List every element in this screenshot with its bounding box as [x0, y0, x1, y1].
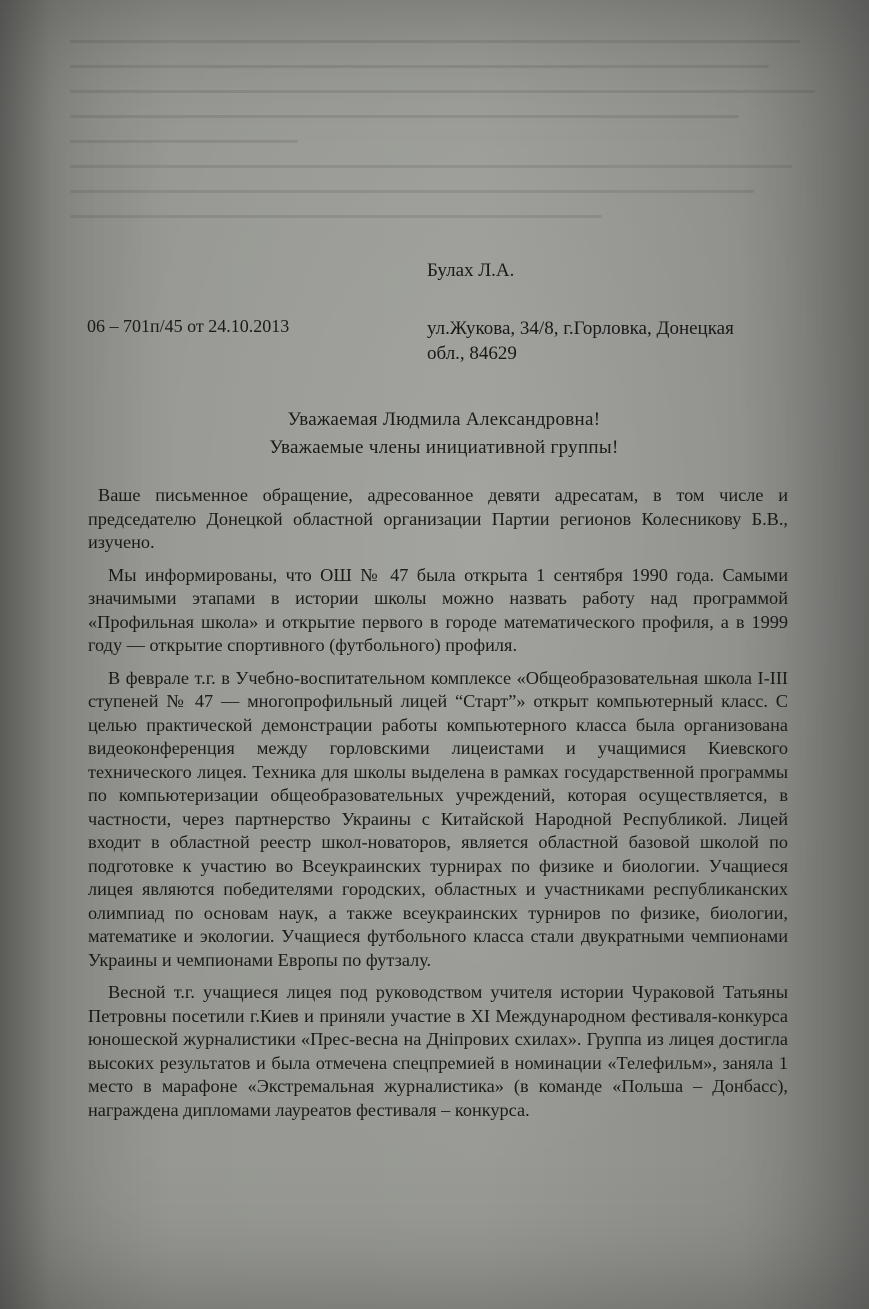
salutation-line-1: Уважаемая Людмила Александровна! — [287, 409, 601, 430]
address-line-1: ул.Жукова, 34/8, г.Горловка, Донецкая — [427, 318, 734, 339]
address-line-2: обл., 84629 — [427, 343, 517, 364]
salutation-line-2: Уважаемые члены инициативной группы! — [269, 437, 619, 458]
recipient-address — [427, 316, 807, 366]
paragraph-2: Мы информированы, что ОШ № 47 была открыта 1 сентября 1990 года. Самыми значимыми этапами в истории школы можно назвать работу над программой «Профильная школа» и открытие первого в городе математического профиля, а в 1999 году — открытие спортивного (футбольного) профиля. — [88, 564, 788, 655]
registration-number: 06 – 701п/45 от 24.10.2013 — [87, 316, 290, 336]
sender-name: Булах Л.А. — [427, 260, 515, 281]
salutation — [100, 406, 788, 462]
paragraph-3: В феврале т.г. в Учебно-воспитательном комплексе «Общеобразовательная школа І-ІІІ ступеней № 47 — многопрофильный лицей “Старт”» открыт компьютерный класс. С целью практической демонстрации работы компьютерного класса была организована видеоконференция между горловскими лицеистами и учащимися Киевского технического лицея. Техника для школы выделена в рамках государственной программы по компьютеризации общеобразовательных учреждений, которая осуществляется, в частности, через партнерство Украины с Китайской Народной Республикой. Лицей входит в областной реестр школ-новаторов, является областной базовой школой по подготовке к участию во Всеукраинских турнирах по физике и биологии. Учащиеся лицея являются победителями городских, областных и участниками республиканских олимпиад по основам наук, а также всеукраинских турниров по физике, биологии, математике и экологии. Учащиеся футбольного класса стали двукратными чемпионами Украины и чемпионами Европы по футзалу. — [88, 667, 788, 970]
paragraph-1: Ваше письменное обращение, адресованное девяти адресатам, в том числе и председателю Донецкой областной организации Партии регионов Колесникову Б.В., изучено. — [88, 485, 788, 552]
letter-body — [88, 484, 788, 1131]
paragraph-4: Весной т.г. учащиеся лицея под руководством учителя истории Чураковой Татьяны Петровны посетили г.Киев и приняли участие в XI Международном фестиваля-конкурса юношеской журналистики «Прес-весна на Дніпрових схилах». Группа из лицея достигла высоких результатов и была отмечена спецпремией в номинации «Телефильм», заняла 1 место в марафоне «Экстремальная журналистика» (в команде «Польша – Донбасс), награждена дипломами лауреатов фестиваля – конкурса. — [88, 982, 788, 1120]
